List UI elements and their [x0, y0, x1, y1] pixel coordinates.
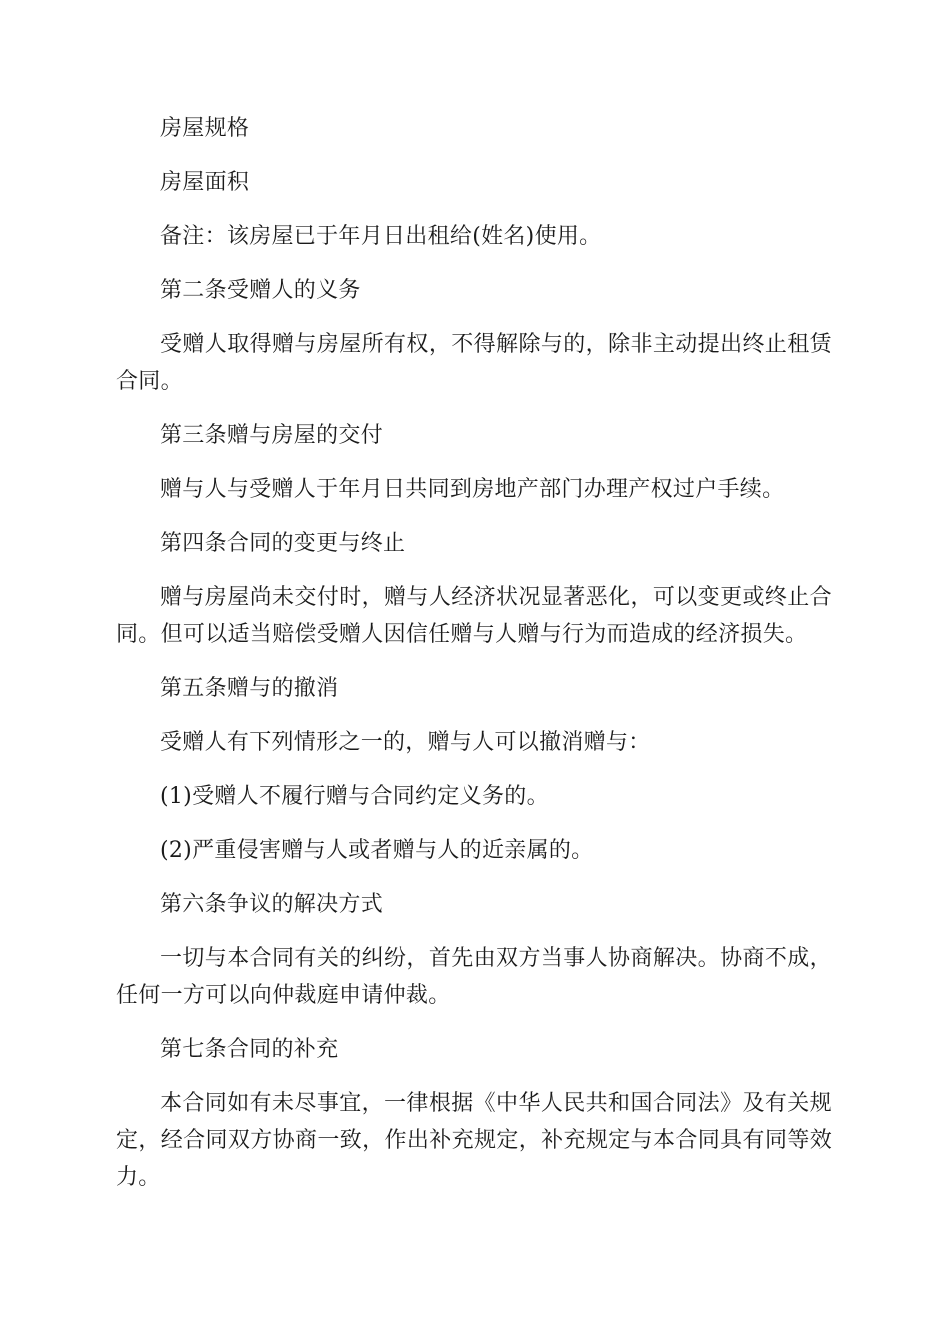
heading-article-6: 第六条争议的解决方式: [160, 892, 384, 917]
paragraph-house-area: 房屋面积: [160, 170, 250, 195]
paragraph-article-4-body: 赠与房屋尚未交付时，赠与人经济状况显著恶化，可以变更或终止合同。但可以适当赔偿受赠人因信任赠与人赠与行为而造成的经济损失。: [116, 585, 832, 647]
paragraph-house-spec: 房屋规格: [160, 116, 250, 141]
paragraph-article-6-body: 一切与本合同有关的纠纷，首先由双方当事人协商解决。协商不成，任何一方可以向仲裁庭申请仲裁。: [116, 946, 832, 1008]
heading-article-3: 第三条赠与房屋的交付: [160, 423, 384, 448]
heading-article-4: 第四条合同的变更与终止: [160, 531, 406, 556]
heading-article-2: 第二条受赠人的义务: [160, 278, 361, 303]
paragraph-article-5-intro: 受赠人有下列情形之一的，赠与人可以撤消赠与：: [160, 730, 651, 755]
heading-article-7: 第七条合同的补充: [160, 1037, 339, 1062]
heading-article-5: 第五条赠与的撤消: [160, 676, 339, 701]
list-item-5-1: (1)受赠人不履行赠与合同约定义务的。: [160, 784, 549, 809]
paragraph-article-3-body: 赠与人与受赠人于年月日共同到房地产部门办理产权过户手续。: [160, 477, 785, 502]
paragraph-article-7-body: 本合同如有未尽事宜，一律根据《中华人民共和国合同法》及有关规定，经合同双方协商一致，作出补充规定，补充规定与本合同具有同等效力。: [116, 1091, 832, 1190]
document-body: [116, 110, 832, 1213]
paragraph-article-2-body: 受赠人取得赠与房屋所有权，不得解除与的，除非主动提出终止租赁合同。: [116, 332, 832, 394]
paragraph-remark: 备注：该房屋已于年月日出租给(姓名)使用。: [160, 224, 602, 249]
list-item-5-2: (2)严重侵害赠与人或者赠与人的近亲属的。: [160, 838, 594, 863]
